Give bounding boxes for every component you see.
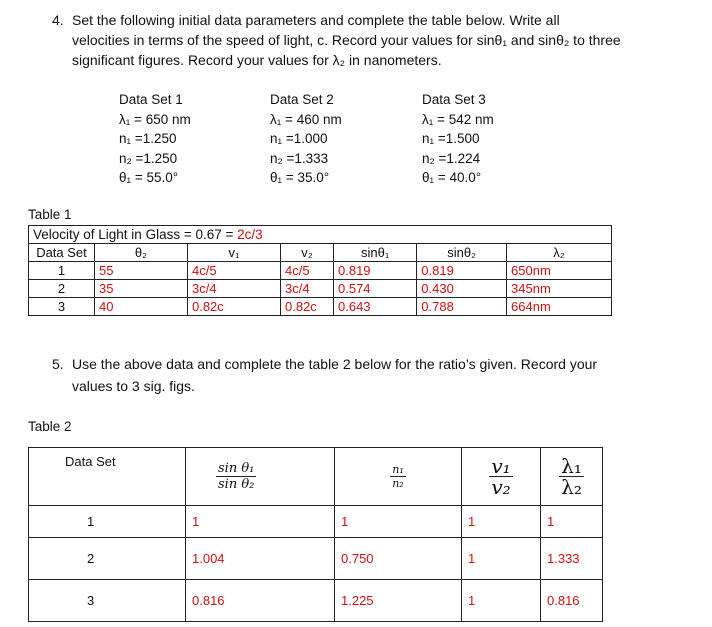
table-1-caption: Table 1 bbox=[28, 207, 72, 222]
question-4-line-1: Set the following initial data parameters and complete the table below. Write all bbox=[72, 12, 560, 28]
data-set-lambda1: λ₁ = 460 nm bbox=[270, 111, 342, 127]
table-row bbox=[29, 538, 603, 580]
data-set-title: Data Set 2 bbox=[270, 92, 334, 107]
fraction-denominator: λ₂ bbox=[561, 475, 582, 499]
table-header-row bbox=[29, 244, 612, 262]
table-cell: 1 bbox=[29, 262, 95, 280]
table-cell: 0.816 bbox=[541, 580, 603, 622]
data-set-n1: n₁ =1.000 bbox=[270, 131, 328, 146]
header-v-ratio bbox=[462, 448, 541, 506]
data-set-n1: n₁ =1.500 bbox=[422, 131, 480, 146]
fraction-numerator: sin θ₁ bbox=[218, 461, 255, 476]
question-5-line-2: values to 3 sig. figs. bbox=[72, 378, 195, 394]
question-4-number: 4. bbox=[52, 12, 64, 28]
table-cell: 35 bbox=[94, 280, 187, 298]
lambda-ratio-fraction bbox=[559, 456, 584, 497]
table-cell: 345nm bbox=[507, 280, 612, 298]
header-n-ratio bbox=[335, 448, 462, 506]
table-row bbox=[29, 280, 612, 298]
header-cell: Data Set bbox=[29, 448, 186, 506]
table-row bbox=[29, 580, 603, 622]
table-cell: 0.82c bbox=[281, 298, 334, 316]
table-cell: 0.816 bbox=[186, 580, 335, 622]
header-cell: sinθ₂ bbox=[417, 244, 507, 262]
data-set-1 bbox=[119, 90, 191, 188]
table-cell: 650nm bbox=[507, 262, 612, 280]
table-2-caption: Table 2 bbox=[28, 419, 72, 434]
table-row bbox=[29, 262, 612, 280]
fraction-numerator: λ₁ bbox=[561, 454, 582, 478]
sin-ratio-fraction bbox=[216, 461, 256, 492]
table-cell: 4c/5 bbox=[187, 262, 280, 280]
data-set-lambda1: λ₁ = 542 nm bbox=[422, 111, 494, 127]
table-cell: 1 bbox=[186, 506, 335, 538]
data-set-n2: n₂ =1.250 bbox=[119, 150, 178, 166]
table-cell: 2 bbox=[29, 280, 95, 298]
table-cell: 1 bbox=[29, 506, 186, 538]
table-cell: 664nm bbox=[507, 298, 612, 316]
data-set-n2: n₂ =1.224 bbox=[422, 150, 481, 166]
data-set-n2: n₂ =1.333 bbox=[270, 150, 329, 166]
table-cell: 4c/5 bbox=[281, 262, 334, 280]
table-row bbox=[29, 506, 603, 538]
table-cell: 0.819 bbox=[417, 262, 507, 280]
v-ratio-fraction bbox=[489, 456, 512, 497]
table-cell: 1 bbox=[335, 506, 462, 538]
table-cell: 1.333 bbox=[541, 538, 603, 580]
glass-velocity-label: Velocity of Light in Glass = 0.67 = bbox=[33, 227, 238, 242]
table-cell: 1 bbox=[541, 506, 603, 538]
table-cell: 3c/4 bbox=[187, 280, 280, 298]
table-cell: 1 bbox=[462, 538, 541, 580]
question-5-number: 5. bbox=[52, 356, 64, 372]
question-5-line-1: Use the above data and complete the table 2 below for the ratio’s given. Record your bbox=[72, 356, 598, 372]
header-cell: sinθ₁ bbox=[334, 244, 417, 262]
table-cell: 1 bbox=[462, 506, 541, 538]
table-cell: 1 bbox=[462, 580, 541, 622]
header-cell: λ₂ bbox=[507, 244, 612, 262]
data-set-3 bbox=[422, 90, 494, 188]
table-cell: 0.750 bbox=[335, 538, 462, 580]
header-cell: v₁ bbox=[187, 244, 280, 262]
table-1 bbox=[28, 225, 612, 316]
table-cell: 55 bbox=[94, 262, 187, 280]
header-cell: v₂ bbox=[281, 244, 334, 262]
data-set-lambda1: λ₁ = 650 nm bbox=[119, 111, 191, 127]
fraction-denominator: n₂ bbox=[392, 477, 404, 490]
fraction-numerator: n₁ bbox=[392, 463, 404, 476]
table-row bbox=[29, 298, 612, 316]
table-cell: 1.225 bbox=[335, 580, 462, 622]
question-4-line-3: significant figures. Record your values for λ₂ in nanometers. bbox=[72, 52, 442, 68]
data-set-n1: n₁ =1.250 bbox=[119, 131, 177, 146]
table-cell: 0.82c bbox=[187, 298, 280, 316]
table-cell: 0.643 bbox=[334, 298, 417, 316]
data-set-theta1: θ₁ = 35.0° bbox=[270, 170, 330, 185]
header-sin-ratio bbox=[186, 448, 335, 506]
table-2 bbox=[28, 447, 603, 622]
glass-velocity-value: 2c/3 bbox=[237, 227, 263, 242]
table-cell: 0.574 bbox=[334, 280, 417, 298]
table-cell: 0.430 bbox=[417, 280, 507, 298]
fraction-denominator: v₂ bbox=[491, 475, 511, 499]
header-cell: Data Set bbox=[29, 244, 95, 262]
header-lambda-ratio bbox=[541, 448, 603, 506]
n-ratio-fraction bbox=[390, 463, 406, 490]
table-cell: 40 bbox=[94, 298, 187, 316]
question-4-line-2: velocities in terms of the speed of light, c. Record your values for sinθ₁ and sinθ₂ to three bbox=[72, 32, 621, 48]
glass-velocity-row bbox=[29, 226, 612, 244]
fraction-numerator: v₁ bbox=[491, 454, 511, 478]
data-set-title: Data Set 1 bbox=[119, 92, 183, 107]
table-cell: 3 bbox=[29, 580, 186, 622]
header-cell: θ₂ bbox=[94, 244, 187, 262]
table-cell: 3c/4 bbox=[281, 280, 334, 298]
table-cell: 1.004 bbox=[186, 538, 335, 580]
data-set-theta1: θ₁ = 55.0° bbox=[119, 170, 179, 185]
table-cell: 0.819 bbox=[334, 262, 417, 280]
table-cell: 2 bbox=[29, 538, 186, 580]
fraction-denominator: sin θ₂ bbox=[218, 477, 255, 492]
data-set-theta1: θ₁ = 40.0° bbox=[422, 170, 482, 185]
data-set-2 bbox=[270, 90, 342, 188]
table-header-row bbox=[29, 448, 603, 506]
table-cell: 3 bbox=[29, 298, 95, 316]
data-set-title: Data Set 3 bbox=[422, 92, 486, 107]
table-cell: 0.788 bbox=[417, 298, 507, 316]
